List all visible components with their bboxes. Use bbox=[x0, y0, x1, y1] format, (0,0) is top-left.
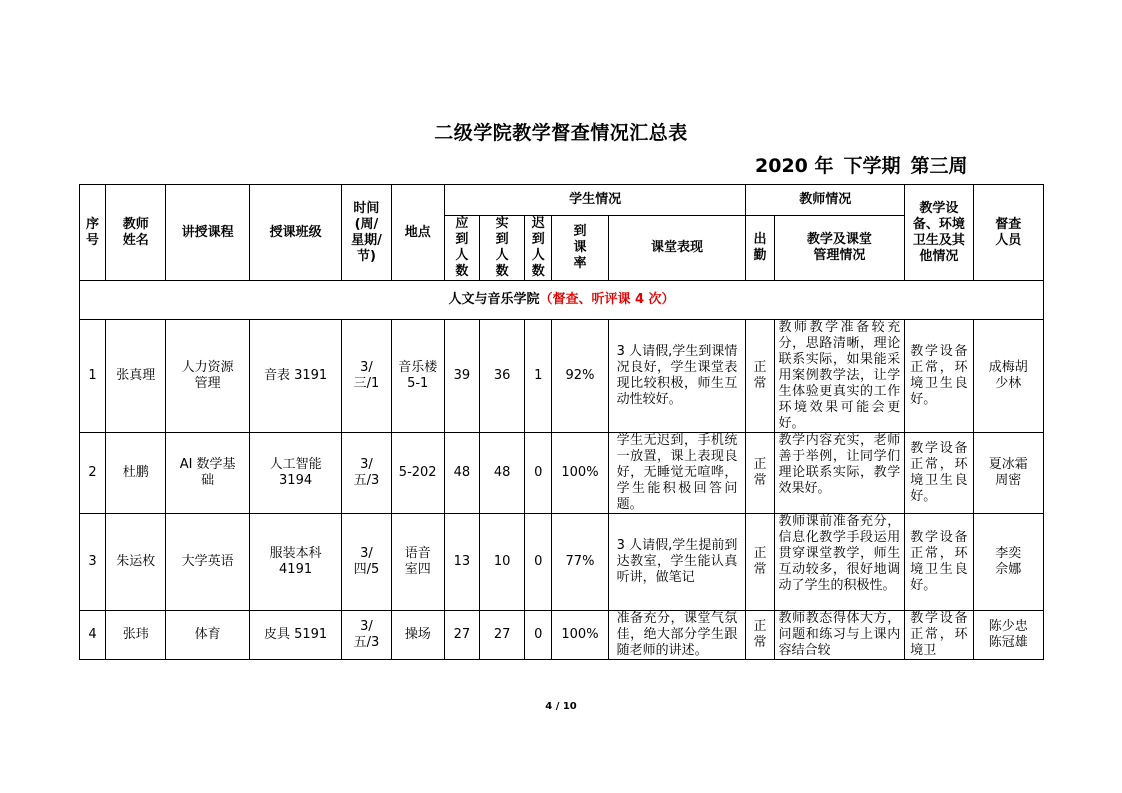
cell-late: 0 bbox=[525, 433, 552, 514]
cell-time: 3/五/3 bbox=[342, 433, 391, 514]
cell-expected: 48 bbox=[444, 433, 479, 514]
cell-late: 1 bbox=[525, 320, 552, 433]
cell-performance: 准备充分，课堂气氛佳，绝大部分学生跟随老师的讲述。 bbox=[608, 611, 746, 660]
cell-attendance: 正常 bbox=[746, 611, 774, 660]
cell-teacher: 张玮 bbox=[106, 611, 166, 660]
section-note: （督查、听评课 4 次） bbox=[539, 292, 675, 307]
header-rate: 到课率 bbox=[552, 216, 608, 281]
cell-time: 3/三/1 bbox=[342, 320, 391, 433]
cell-performance: 3 人请假,学生到课情况良好，学生课堂表现比较积极，师生互动性较好。 bbox=[608, 320, 746, 433]
cell-expected: 27 bbox=[444, 611, 479, 660]
cell-rate: 77% bbox=[552, 514, 608, 611]
cell-performance: 学生无迟到，手机统一放置，课上表现良好，无睡觉无喧哗，学生能积极回答问题。 bbox=[608, 433, 746, 514]
term-subtitle bbox=[755, 151, 968, 178]
cell-course: AI 数学基础 bbox=[166, 433, 249, 514]
page-number: 4 / 10 bbox=[545, 701, 577, 712]
cell-class: 皮具 5191 bbox=[249, 611, 341, 660]
header-expected: 应到人数 bbox=[444, 216, 479, 281]
cell-actual: 10 bbox=[480, 514, 525, 611]
cell-place: 语音室四 bbox=[391, 514, 444, 611]
page-title: 二级学院教学督查情况汇总表 bbox=[434, 122, 688, 144]
cell-late: 0 bbox=[525, 611, 552, 660]
cell-teacher: 朱运枚 bbox=[106, 514, 166, 611]
header-performance: 课堂表现 bbox=[608, 216, 746, 281]
header-equipment: 教学设备、环境卫生及其他情况 bbox=[905, 185, 973, 281]
cell-expected: 39 bbox=[444, 320, 479, 433]
cell-place: 音乐楼 5-1 bbox=[391, 320, 444, 433]
cell-teaching: 教师教态得体大方，问题和练习与上课内容结合较 bbox=[774, 611, 905, 660]
header-time: 时间(周/星期/节) bbox=[342, 185, 391, 281]
week-text: 第三周 bbox=[910, 155, 968, 177]
inspection-table bbox=[79, 184, 1044, 660]
cell-class: 人工智能 3194 bbox=[249, 433, 341, 514]
header-actual: 实到人数 bbox=[480, 216, 525, 281]
cell-seq: 4 bbox=[80, 611, 106, 660]
cell-class: 音表 3191 bbox=[249, 320, 341, 433]
header-teacher: 教师姓名 bbox=[106, 185, 166, 281]
cell-rate: 100% bbox=[552, 433, 608, 514]
cell-place: 5-202 bbox=[391, 433, 444, 514]
header-student-group: 学生情况 bbox=[444, 185, 746, 216]
header-late: 迟到人数 bbox=[525, 216, 552, 281]
cell-actual: 36 bbox=[480, 320, 525, 433]
header-class: 授课班级 bbox=[249, 185, 341, 281]
header-attendance: 出勤 bbox=[746, 216, 774, 281]
cell-teaching: 教师课前准备充分，信息化教学手段运用贯穿课堂教学，师生互动较多，很好地调动了学生的积极性。 bbox=[774, 514, 905, 611]
cell-teacher: 张真理 bbox=[106, 320, 166, 433]
cell-place: 操场 bbox=[391, 611, 444, 660]
cell-class: 服装本科 4191 bbox=[249, 514, 341, 611]
cell-rate: 100% bbox=[552, 611, 608, 660]
cell-course: 人力资源管理 bbox=[166, 320, 249, 433]
cell-teacher: 杜鹏 bbox=[106, 433, 166, 514]
cell-late: 0 bbox=[525, 514, 552, 611]
cell-seq: 2 bbox=[80, 433, 106, 514]
section-name: 人文与音乐学院 bbox=[448, 292, 540, 307]
section-header bbox=[80, 281, 1044, 320]
cell-equipment: 教学设备正常，环境卫生良好。 bbox=[905, 514, 973, 611]
term-text: 下学期 bbox=[843, 155, 901, 177]
cell-inspector: 成梅胡少林 bbox=[973, 320, 1043, 433]
header-teacher-group: 教师情况 bbox=[746, 185, 905, 216]
table-row bbox=[80, 320, 1044, 433]
cell-equipment: 教学设备正常，环境卫生良好。 bbox=[905, 320, 973, 433]
cell-expected: 13 bbox=[444, 514, 479, 611]
cell-course: 体育 bbox=[166, 611, 249, 660]
year-text: 2020 年 bbox=[755, 155, 834, 177]
cell-equipment: 教学设备正常，环境卫生良好。 bbox=[905, 433, 973, 514]
cell-inspector: 夏冰霜周密 bbox=[973, 433, 1043, 514]
cell-time: 3/五/3 bbox=[342, 611, 391, 660]
header-teaching: 教学及课堂管理情况 bbox=[774, 216, 905, 281]
header-inspector: 督查人员 bbox=[973, 185, 1043, 281]
cell-rate: 92% bbox=[552, 320, 608, 433]
cell-actual: 48 bbox=[480, 433, 525, 514]
table-row bbox=[80, 433, 1044, 514]
cell-inspector: 李奕佘娜 bbox=[973, 514, 1043, 611]
table-row bbox=[80, 611, 1044, 660]
cell-attendance: 正常 bbox=[746, 320, 774, 433]
cell-inspector: 陈少忠陈冠雄 bbox=[973, 611, 1043, 660]
cell-equipment: 教学设备正常，环境卫 bbox=[905, 611, 973, 660]
cell-teaching: 教学内容充实，老师善于举例，让同学们理论联系实际，教学效果好。 bbox=[774, 433, 905, 514]
cell-seq: 3 bbox=[80, 514, 106, 611]
cell-actual: 27 bbox=[480, 611, 525, 660]
header-seq: 序号 bbox=[80, 185, 106, 281]
cell-course: 大学英语 bbox=[166, 514, 249, 611]
cell-attendance: 正常 bbox=[746, 514, 774, 611]
cell-performance: 3 人请假,学生提前到达教室，学生能认真听讲，做笔记 bbox=[608, 514, 746, 611]
cell-seq: 1 bbox=[80, 320, 106, 433]
header-course: 讲授课程 bbox=[166, 185, 249, 281]
cell-attendance: 正常 bbox=[746, 433, 774, 514]
table-row bbox=[80, 514, 1044, 611]
header-place: 地点 bbox=[391, 185, 444, 281]
cell-teaching: 教师教学准备较充分，思路清晰，理论联系实际，如果能采用案例教学法，让学生体验更真实的工作环境效果可能会更好。 bbox=[774, 320, 905, 433]
cell-time: 3/四/5 bbox=[342, 514, 391, 611]
